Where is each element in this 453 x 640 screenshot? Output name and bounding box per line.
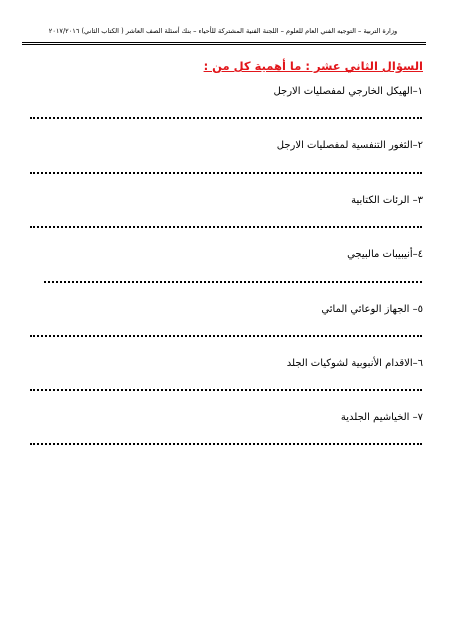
answer-line-6 xyxy=(30,389,422,391)
header-rule xyxy=(22,44,426,45)
answer-line-3 xyxy=(30,226,422,228)
item-3-label: ٣– الرئات الكتابية xyxy=(351,195,423,206)
item-5-label: ٥– الجهاز الوعائي المائي xyxy=(321,304,423,315)
answer-line-7 xyxy=(30,443,422,445)
item-6-label: ٦–الاقدام الأنبوبية لشوكيات الجلد xyxy=(286,358,423,369)
header-rule xyxy=(22,42,426,43)
item-4-label: ٤–أنيبيبات مالبيجي xyxy=(347,249,423,260)
answer-line-4 xyxy=(44,281,422,283)
answer-line-5 xyxy=(30,335,422,337)
question-title: السؤال الثاني عشر : ما أهمية كل من : xyxy=(203,59,423,73)
page-header: وزارة التربية – التوجيه الفني العام للعلوم – اللجنة الفنية المشتركة للأحياء – بنك أسئلة الصف العاشر ( الكتاب الثاني) ٢٠١٧/٢٠١٦ xyxy=(48,27,398,35)
item-7-label: ٧– الخياشيم الجلدية xyxy=(340,412,423,423)
item-2-label: ٢–الثغور التنفسية لمفصليات الارجل xyxy=(276,140,423,151)
answer-line-2 xyxy=(30,172,422,174)
answer-line-1 xyxy=(30,117,422,119)
item-1-label: ١–الهيكل الخارجي لمفصليات الارجل xyxy=(273,86,423,97)
